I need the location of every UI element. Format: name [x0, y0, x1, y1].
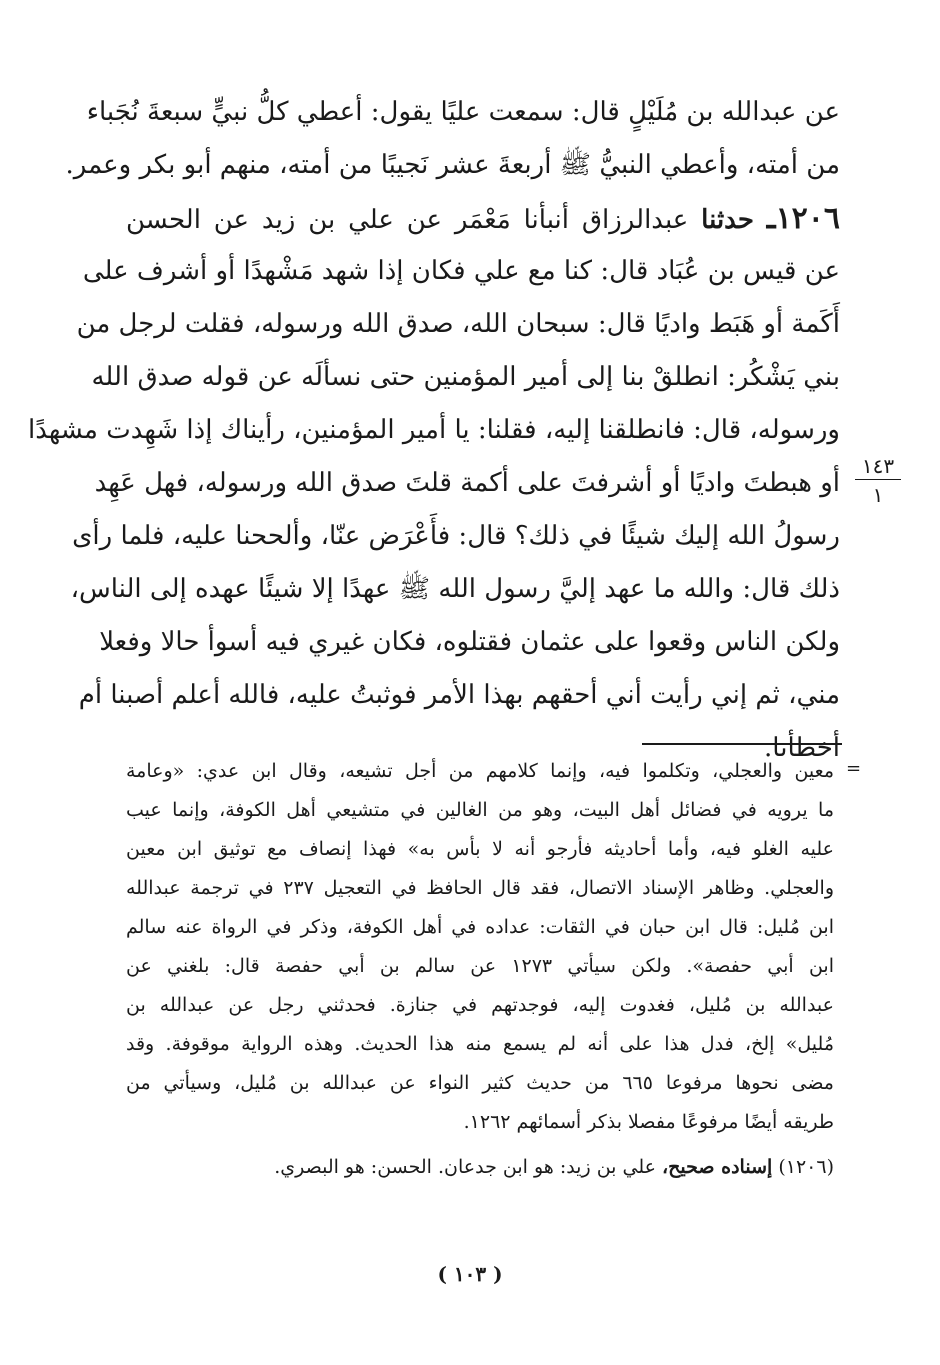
footnote-line: عبدالله بن مُليل، فغدوت إليه، فوجدتهم في جنازة. فحدثني رجل عن عبدالله بن [126, 994, 834, 1016]
footnote-1206 [126, 1148, 834, 1187]
main-text [28, 86, 841, 775]
footnote-line: ما يرويه في فضائل أهل البيت، وهو من الغالين في متشيعي أهل الكوفة، وإنما عيب [126, 799, 834, 821]
page-number: ( ١٠٣ ) [437, 1262, 503, 1286]
footnote-line: مضى نحوها مرفوعا ٦٦٥ من حديث كثير النواء عن عبدالله بن مُليل، وسيأتي من [126, 1072, 834, 1094]
footnote-ref-number: (١٢٠٦) [778, 1156, 834, 1178]
hadith-opening-word: حدثنا [701, 205, 754, 235]
footnote-line: معين والعجلي، وتكلموا فيه، وإنما كلامهم من أجل تشيعه، وقال ابن عدي: «وعامة [126, 760, 834, 782]
text-line: عن عبدالله بن مُلَيْلٍ قال: سمعت عليًا يقول: أعطي كلُّ نبيٍّ سبعةَ نُجَباء [86, 97, 840, 127]
footnotes [126, 752, 834, 1187]
footnote-line: ابن أبي حفصة». ولكن سيأتي ١٢٧٣ عن سالم بن أبي حفصة قال: بلغني عن [126, 955, 834, 977]
hadith-heading-line [126, 192, 840, 245]
text-line: أخطأنا. [764, 733, 840, 763]
text-line: ولكن الناس وقعوا على عثمان فقتلوه، فكان غيري فيه أسوأ حالا وفعلا [99, 627, 840, 657]
hadith-dash: ـ [766, 201, 776, 236]
footnote-line: ابن مُليل: قال ابن حبان في الثقات: عداده في أهل الكوفة، وذكر في الرواة عنه سالم [126, 916, 834, 938]
hadith-first-line-text: عبدالرزاق أنبأنا مَعْمَر عن علي بن زيد عن الحسن [126, 205, 689, 235]
text-line: أو هبطتَ واديًا أو أشرفتَ على أكمة قلتَ صدق الله ورسوله، فهل عَهِد [94, 468, 840, 498]
footnote-grading: إسناده صحيح، [662, 1156, 773, 1178]
footnote-line: طريقه أيضًا مرفوعًا مفصلا بذكر أسمائهم ١٢٦٢. [463, 1111, 834, 1133]
margin-reference-denominator: ١ [872, 483, 884, 507]
hadith-number: ١٢٠٦ [775, 201, 841, 236]
text-line: ورسوله، قال: فانطلقنا إليه، فقلنا: يا أمير المؤمنين، رأيناك إذا شَهِدت مشهدًا [28, 415, 840, 445]
footnote-continuation-mark: = [846, 758, 862, 779]
margin-volume-reference [855, 455, 901, 506]
text-line: من أمته، وأعطي النبيُّ ﷺ أربعةَ عشر نَجيبًا من أمته، منهم أبو بكر وعمر. [65, 150, 840, 180]
footnote-separator [642, 743, 842, 745]
text-line: مني، ثم إني رأيت أني أحقهم بهذا الأمر فوثبتُ عليه، فالله أعلم أصبنا أم [78, 680, 840, 710]
footnote-line: عليه الغلو فيه، وأما أحاديثه فأرجو أنه لا بأس به» فهذا إنصاف مع توثيق ابن معين [126, 838, 834, 860]
footnote-line: والعجلي. وظاهر الإسناد الاتصال، فقد قال الحافظ في التعجيل ٢٣٧ في ترجمة عبدالله [126, 877, 834, 899]
text-line: عن قيس بن عُبَاد قال: كنا مع علي فكان إذا شهد مَشْهدًا أو أشرف على [82, 256, 840, 286]
text-line: بني يَشْكُر: انطلقْ بنا إلى أمير المؤمنين حتى نسألَه عن قوله صدق الله [91, 362, 840, 392]
footnote-line: مُليل» إلخ، فدل هذا على أنه لم يسمع منه هذا الحديث. وهذه الرواية موقوفة. وقد [126, 1033, 834, 1055]
text-line: رسولُ الله إليك شيئًا في ذلك؟ قال: فأَعْرَض عنّا، وألححنا عليه، فلما رأى [72, 521, 840, 551]
footnote-text: علي بن زيد: هو ابن جدعان. الحسن: هو البصري. [274, 1156, 656, 1178]
margin-reference-numerator: ١٤٣ [855, 455, 901, 480]
text-line: أَكَمة أو هَبَط واديًا قال: سبحان الله، صدق الله ورسوله، فقلت لرجل من [76, 309, 840, 339]
text-line: ذلك قال: والله ما عهد إليَّ رسول الله ﷺ عهدًا إلا شيئًا عهده إلى الناس، [70, 574, 840, 604]
